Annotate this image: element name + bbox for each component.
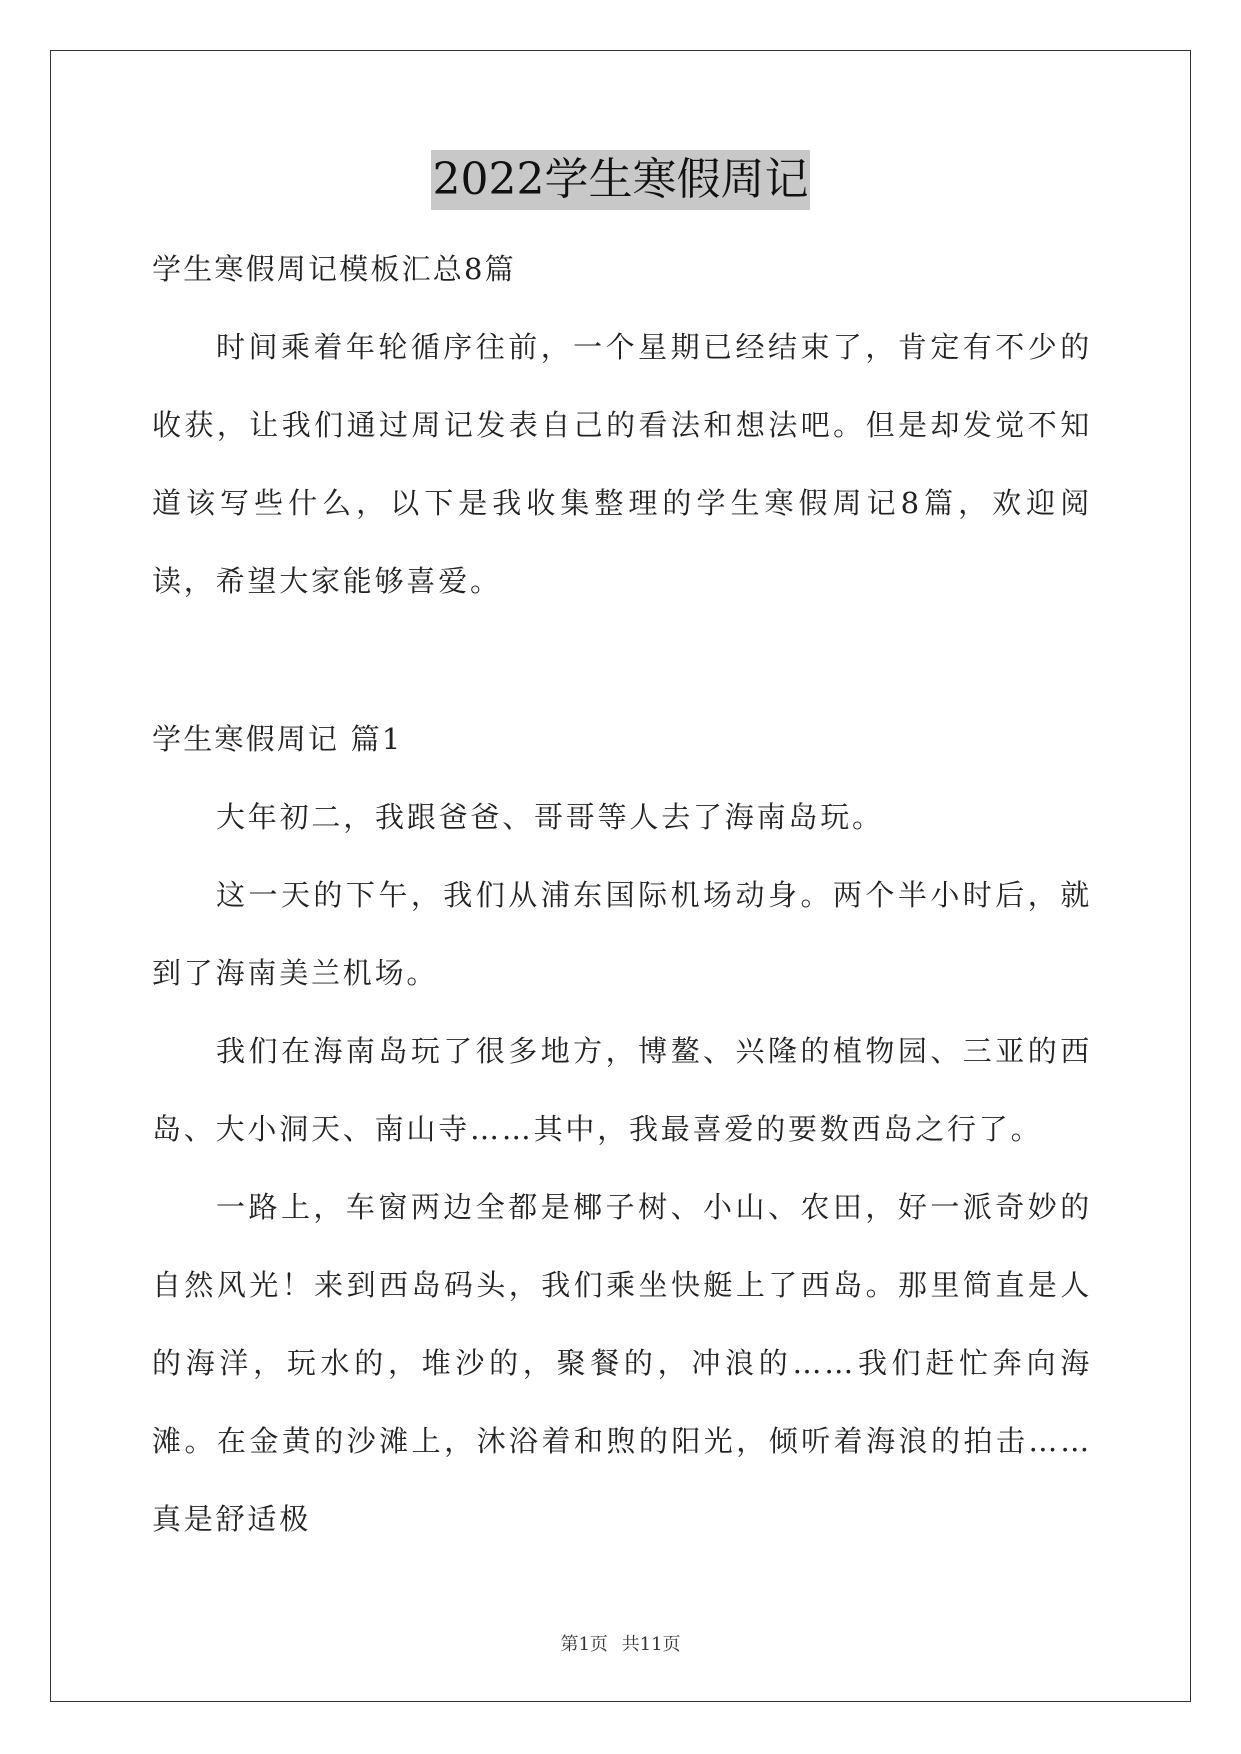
- document-subtitle: 学生寒假周记模板汇总8篇: [152, 252, 516, 286]
- page-number: 第1页: [560, 1634, 608, 1655]
- document-title: 2022学生寒假周记: [431, 150, 811, 210]
- section-heading: 学生寒假周记 篇1: [152, 722, 403, 756]
- page-footer: [0, 1630, 1241, 1656]
- title-container: [0, 150, 1241, 210]
- section-gap: [152, 620, 1092, 700]
- document-body: [152, 230, 1092, 1558]
- page-count: 共11页: [621, 1634, 681, 1655]
- intro-paragraph: 时间乘着年轮循序往前，一个星期已经结束了，肯定有不少的收获，让我们通过周记发表自己的看法和想法吧。但是却发觉不知道该写些什么，以下是我收集整理的学生寒假周记8篇，欢迎阅读，希望大家能够喜爱。: [152, 330, 1092, 598]
- body-paragraph: 这一天的下午，我们从浦东国际机场动身。两个半小时后，就到了海南美兰机场。: [152, 878, 1092, 990]
- body-paragraph: 我们在海南岛玩了很多地方，博鳌、兴隆的植物园、三亚的西岛、大小洞天、南山寺……其中，我最喜爱的要数西岛之行了。: [152, 1034, 1092, 1146]
- body-paragraph: 一路上，车窗两边全都是椰子树、小山、农田，好一派奇妙的自然风光！来到西岛码头，我们乘坐快艇上了西岛。那里简直是人的海洋，玩水的，堆沙的，聚餐的，冲浪的……我们赶忙奔向海滩。在金黄的沙滩上，沐浴着和煦的阳光，倾听着海浪的拍击……真是舒适极: [152, 1190, 1092, 1536]
- body-paragraph: 大年初二，我跟爸爸、哥哥等人去了海南岛玩。: [216, 800, 884, 834]
